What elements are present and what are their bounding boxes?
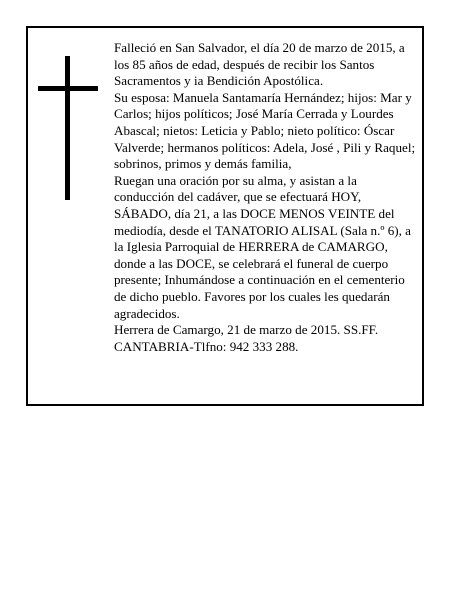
obituary-notice	[26, 26, 424, 406]
latin-cross-icon	[38, 56, 100, 200]
obituary-text	[114, 40, 419, 355]
family-list: Su esposa: Manuela Santamaría Hernández; hijos: Mar y Carlos; hijos políticos; José María Cerrada y Lourdes Abascal; nietos: Leticia y Pablo; nieto político: Óscar Valverde; hermanos políticos: Adela, José , Pili y Raquel; sobrinos, primos y demás familia,	[114, 89, 416, 172]
death-announcement: Falleció en San Salvador, el día 20 de marzo de 2015, a los 85 años de edad, después de recibir los Santos Sacramentos y ia Bendición Apostólica.	[114, 40, 405, 89]
cross-horizontal-bar	[38, 86, 98, 91]
place-date-contact: Herrera de Camargo, 21 de marzo de 2015. SS.FF. CANTABRIA-Tlfno: 942 333 288.	[114, 322, 379, 354]
funeral-details: Ruegan una oración por su alma, y asistan a la conducción del cadáver, que se efectuará HOY, SÁBADO, día 21, a las DOCE MENOS VEINTE del mediodía, desde el TANATORIO ALISAL (Sala n.º 6), a la Iglesia Parroquial de HERRERA de CAMARGO, donde a las DOCE, se celebrará el funeral de cuerpo presente; Inhumándose a continuación en el cementerio de dicho pueblo. Favores por los cuales les quedarán agradecidos.	[114, 172, 411, 321]
cross-vertical-bar	[65, 56, 70, 200]
